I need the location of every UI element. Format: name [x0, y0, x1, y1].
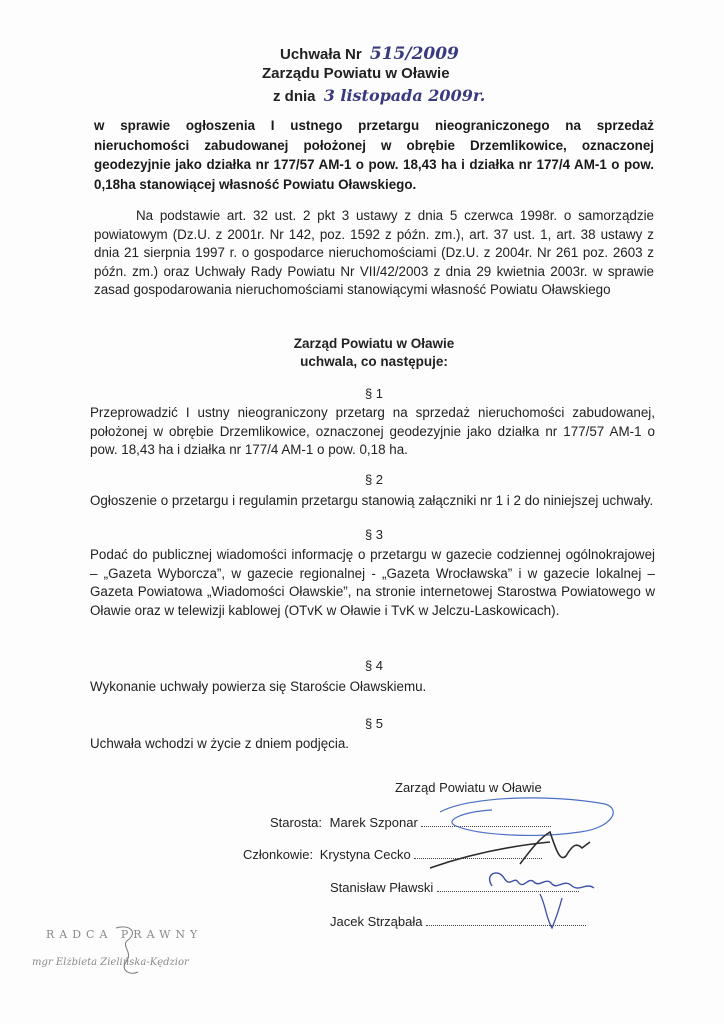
- signature-board: Zarząd Powiatu w Oławie: [395, 780, 542, 795]
- section-3-text: Podać do publicznej wiadomości informację o przetargu w gazecie codziennej ogólnokrajowej – „Gazeta Wyborcza”, w gazecie regionalnej - „Gazeta Wrocławska” i w gazecie lokalnej – Gazeta Powiatowa „Wiadomości Oławskie”, na stronie internetowej Starostwa Powiatowego w Oławie oraz w telewizji kablowej (OTvK w Oławie i TvK w Jelczu-Laskowicach).: [90, 547, 655, 618]
- resolution-number-handwritten: 515/2009: [369, 44, 459, 64]
- issuer-line: [200, 65, 540, 82]
- stamp-title: RADCA PRAWNY: [46, 928, 203, 941]
- resolution-number-label: Uchwała Nr: [280, 46, 362, 63]
- resolves-heading-2: uchwala, co następuje:: [300, 354, 448, 369]
- handwritten-signatures: [400, 790, 630, 940]
- member-1-name: Krystyna Cecko: [319, 847, 411, 862]
- section-2-text: Ogłoszenie o przetargu i regulamin przetargu stanowią załączniki nr 1 i 2 do niniejszej uchwały.: [90, 493, 654, 508]
- section-4-text: Wykonanie uchwały powierza się Staroście Oławskiemu.: [90, 679, 427, 694]
- section-3-mark: § 3: [364, 527, 384, 542]
- stamp-signature-scribble: [108, 922, 148, 982]
- section-5-text: Uchwała wchodzi w życie z dniem podjęcia.: [90, 736, 349, 751]
- starosta-label: Starosta:: [270, 815, 323, 830]
- member-3-name: Jacek Strząbała: [330, 914, 423, 929]
- stamp-name: mgr Elżbieta Zielińska-Kędzior: [32, 957, 189, 968]
- date-line: [200, 86, 540, 105]
- date-handwritten: 3 listopada 2009r.: [323, 86, 486, 105]
- section-1-text: Przeprowadzić I ustny nieograniczony przetarg na sprzedaż nieruchomości zabudowanej, położonej w obrębie Drzemlikowice, oznaczonej geodezyjnie jako działka nr 177/57 AM-1 o pow. 18,43 ha i działka nr 177/4 AM-1 o pow. 0,18 ha.: [90, 405, 655, 457]
- starosta-name: Marek Szponar: [329, 815, 418, 830]
- section-4-mark: § 4: [364, 658, 384, 673]
- members-label: Członkowie:: [243, 847, 314, 862]
- section-2-mark: § 2: [364, 472, 384, 487]
- legal-basis-paragraph: Na podstawie art. 32 ust. 2 pkt 3 ustawy z dnia 5 czerwca 1998r. o samorządzie powiatowym (Dz.U. z 2001r. Nr 142, poz. 1592 z późn. zm.), art. 37 ust. 1, art. 38 ustawy z dnia 21 sierpnia 1997 r. o gospodarce nieruchomościami (Dz.U. z 2004r. Nr 261 poz. 2603 z późn. zm.) oraz Uchwały Rady Powiatu Nr VII/42/2003 z dnia 29 kwietnia 2003r. w sprawie zasad gospodarowania nieruchomościami stanowiącymi własność Powiatu Oławskiego: [94, 208, 654, 297]
- resolution-number-line: [200, 44, 540, 64]
- issuer-text: Zarządu Powiatu w Oławie: [262, 65, 450, 82]
- resolves-heading-1: Zarząd Powiatu w Oławie: [293, 336, 455, 351]
- section-5-mark: § 5: [364, 716, 384, 731]
- resolution-subject: w sprawie ogłoszenia I ustnego przetargu nieograniczonego na sprzedaż nieruchomości zabudowanej położonej w obrębie Drzemlikowice, oznaczonej geodezyjnie jako działka nr 177/57 AM-1 o pow. 18,43 ha i działka nr 177/4 AM-1 o pow. 0,18ha stanowiącej własność Powiatu Oławskiego.: [94, 118, 654, 192]
- section-1-mark: § 1: [364, 386, 384, 401]
- date-label: z dnia: [273, 88, 316, 105]
- member-2-name: Stanisław Pławski: [330, 880, 434, 895]
